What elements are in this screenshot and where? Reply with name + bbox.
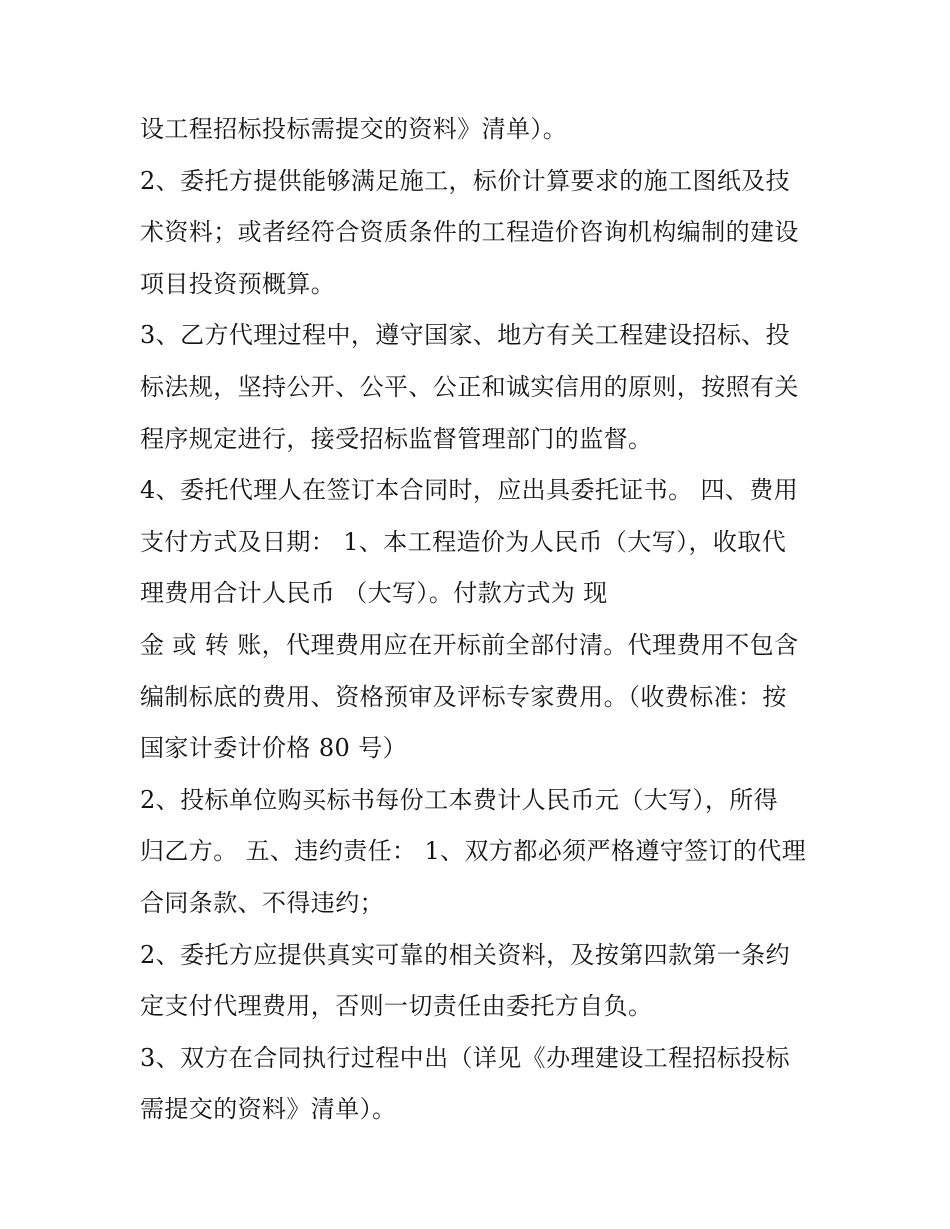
text-line: 金 或 转 账，代理费用应在开标前全部付清。代理费用不包含 [140,630,799,659]
text-line: 归乙方。 五、违约责任： 1、双方都必须严格遵守签订的代理 [140,837,807,866]
text-line: 支付方式及日期： 1、本工程造价为人民币（大写），收取代 [140,527,787,556]
text-line: 理费用合计人民币 （大写）。付款方式为 现 [140,579,608,608]
text-line: 2、委托方提供能够满足施工，标价计算要求的施工图纸及技 [140,166,791,195]
text-line: 国家计委计价格 80 号） [140,734,407,763]
text-line: 术资料；或者经符合资质条件的工程造价咨询机构编制的建设 [140,218,799,247]
text-line: 标法规，坚持公开、公平、公正和诚实信用的原则，按照有关 [140,372,799,401]
text-line: 2、投标单位购买标书每份工本费计人民币元（大写），所得 [140,785,779,814]
text-line: 4、委托代理人在签订本合同时，应出具委托证书。 四、费用 [140,476,799,505]
text-line: 3、乙方代理过程中，遵守国家、地方有关工程建设招标、投 [140,321,791,350]
text-line: 定支付代理费用，否则一切责任由委托方自负。 [140,992,653,1021]
text-line: 项目投资预概算。 [140,269,336,298]
text-line: 编制标底的费用、资格预审及评标专家费用。（收费标准：按 [140,682,787,711]
text-line: 2、委托方应提供真实可靠的相关资料，及按第四款第一条约 [140,940,791,969]
text-line: 设工程招标投标需提交的资料》清单）。 [140,115,568,143]
text-line: 程序规定进行，接受招标监督管理部门的监督。 [140,424,653,453]
text-line: 合同条款、不得违约； [140,888,384,917]
contract-text [140,104,830,1136]
text-line: 3、双方在合同执行过程中出（详见《办理建设工程招标投标 [140,1043,791,1072]
text-line: 需提交的资料》清单）。 [140,1095,397,1124]
